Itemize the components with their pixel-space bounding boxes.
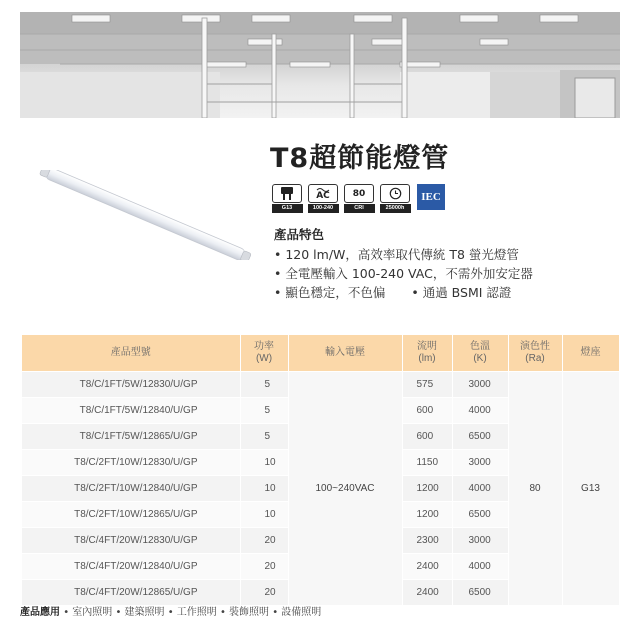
badge-cri-value: 80 bbox=[352, 188, 366, 199]
ac-wave-icon bbox=[308, 184, 338, 203]
application-line bbox=[20, 603, 321, 618]
cct-cell: 4000 bbox=[452, 476, 508, 502]
lumen-cell: 1200 bbox=[402, 476, 452, 502]
badge-ac bbox=[308, 184, 338, 213]
model-cell: T8/C/2FT/10W/12865/U/GP bbox=[22, 502, 240, 528]
power-cell: 10 bbox=[240, 450, 288, 476]
cct-cell: 3000 bbox=[452, 450, 508, 476]
column-header: 輸入電壓 bbox=[288, 335, 402, 372]
badge-cri bbox=[344, 184, 374, 213]
feature-item: • 全電壓輸入 100-240 VAC，不需外加安定器 bbox=[274, 266, 533, 281]
cri-icon bbox=[344, 184, 374, 203]
badge-cri-caption: CRI bbox=[344, 204, 375, 213]
lamp-base-icon bbox=[272, 184, 302, 203]
model-cell: T8/C/1FT/5W/12865/U/GP bbox=[22, 424, 240, 450]
clock-icon bbox=[380, 184, 410, 203]
voltage-cell: 100~240VAC bbox=[288, 372, 402, 606]
lumen-cell: 1200 bbox=[402, 502, 452, 528]
badge-socket bbox=[272, 184, 302, 213]
power-cell: 20 bbox=[240, 528, 288, 554]
lumen-cell: 2300 bbox=[402, 528, 452, 554]
lumen-cell: 2400 bbox=[402, 554, 452, 580]
lumen-cell: 600 bbox=[402, 424, 452, 450]
lumen-cell: 2400 bbox=[402, 580, 452, 606]
features-list bbox=[274, 245, 533, 302]
power-cell: 5 bbox=[240, 398, 288, 424]
cct-cell: 4000 bbox=[452, 554, 508, 580]
column-header: 色溫 (K) bbox=[452, 335, 508, 372]
column-header: 演色性 (Ra) bbox=[508, 335, 562, 372]
lumen-cell: 600 bbox=[402, 398, 452, 424]
cri-cell: 80 bbox=[508, 372, 562, 606]
socket-cell: G13 bbox=[562, 372, 619, 606]
ceiling-illustration bbox=[20, 12, 620, 118]
cct-cell: 6500 bbox=[452, 424, 508, 450]
lumen-cell: 1150 bbox=[402, 450, 452, 476]
column-header: 產品型號 bbox=[22, 335, 240, 372]
cct-cell: 6500 bbox=[452, 580, 508, 606]
table-header-row bbox=[22, 335, 619, 372]
spec-table bbox=[22, 335, 620, 605]
product-title: T8超節能燈管 bbox=[270, 143, 450, 174]
power-cell: 20 bbox=[240, 580, 288, 606]
model-cell: T8/C/4FT/20W/12830/U/GP bbox=[22, 528, 240, 554]
iec-logo: IEC bbox=[417, 184, 445, 210]
hero-ceiling-image bbox=[20, 12, 620, 118]
model-cell: T8/C/4FT/20W/12840/U/GP bbox=[22, 554, 240, 580]
power-cell: 5 bbox=[240, 372, 288, 398]
cct-cell: 6500 bbox=[452, 502, 508, 528]
model-cell: T8/C/2FT/10W/12840/U/GP bbox=[22, 476, 240, 502]
led-tube-image bbox=[30, 170, 260, 260]
power-cell: 10 bbox=[240, 502, 288, 528]
model-cell: T8/C/4FT/20W/12865/U/GP bbox=[22, 580, 240, 606]
model-cell: T8/C/1FT/5W/12830/U/GP bbox=[22, 372, 240, 398]
power-cell: 10 bbox=[240, 476, 288, 502]
table-row bbox=[22, 372, 619, 398]
column-header: 流明 (lm) bbox=[402, 335, 452, 372]
badge-ac-caption: 100-240 bbox=[308, 204, 339, 213]
certification-badges bbox=[272, 184, 446, 213]
badge-lifetime-caption: 25000h bbox=[380, 204, 411, 213]
model-cell: T8/C/2FT/10W/12830/U/GP bbox=[22, 450, 240, 476]
badge-ac-text: AC bbox=[316, 191, 330, 201]
column-header: 燈座 bbox=[562, 335, 619, 372]
power-cell: 5 bbox=[240, 424, 288, 450]
badge-socket-caption: G13 bbox=[272, 204, 303, 213]
table-body bbox=[22, 372, 619, 606]
features-heading: 產品特色 bbox=[274, 227, 325, 242]
badge-iec bbox=[416, 184, 446, 210]
application-label: 產品應用 bbox=[20, 607, 60, 618]
cct-cell: 3000 bbox=[452, 372, 508, 398]
power-cell: 20 bbox=[240, 554, 288, 580]
feature-item: • 通過 BSMI 認證 bbox=[411, 285, 512, 300]
lumen-cell: 575 bbox=[402, 372, 452, 398]
model-cell: T8/C/1FT/5W/12840/U/GP bbox=[22, 398, 240, 424]
column-header: 功率 (W) bbox=[240, 335, 288, 372]
application-items: • 室內照明 • 建築照明 • 工作照明 • 裝飾照明 • 設備照明 bbox=[63, 607, 322, 618]
feature-item: • 120 lm/W，高效率取代傳統 T8 螢光燈管 bbox=[274, 247, 519, 262]
badge-lifetime bbox=[380, 184, 410, 213]
cct-cell: 4000 bbox=[452, 398, 508, 424]
cct-cell: 3000 bbox=[452, 528, 508, 554]
feature-item: • 顯色穩定，不色偏 bbox=[274, 285, 386, 300]
